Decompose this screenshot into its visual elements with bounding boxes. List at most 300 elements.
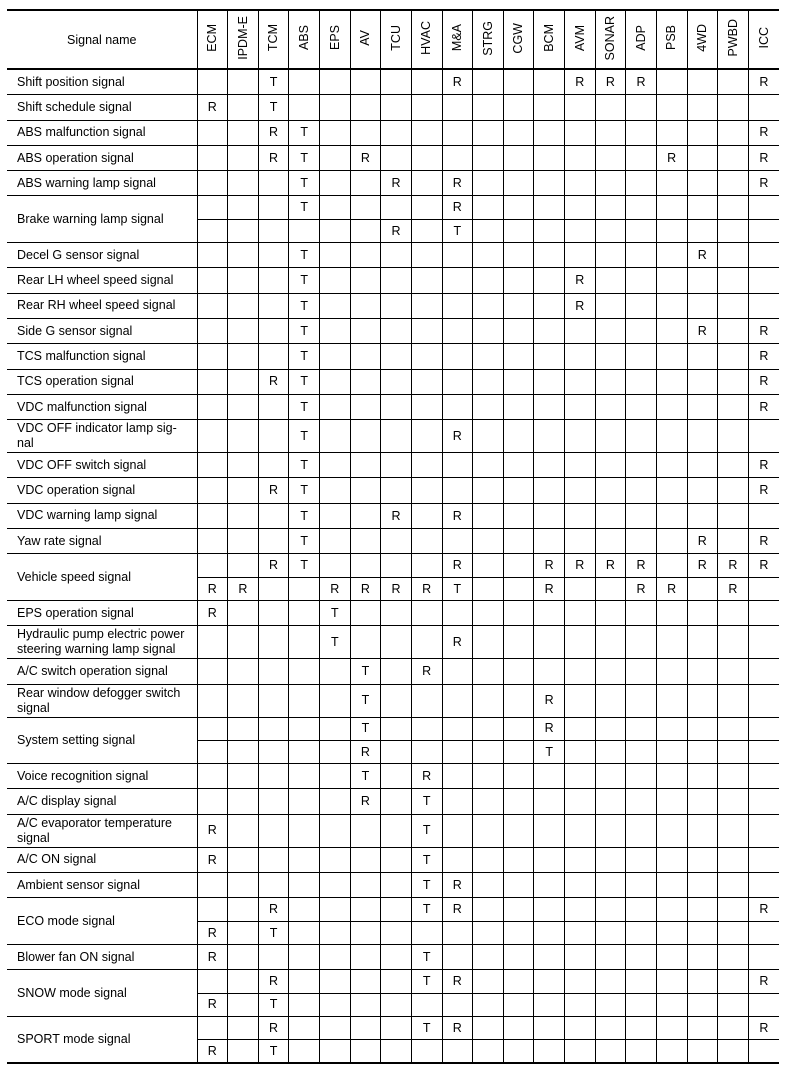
signal-cell [687, 740, 718, 763]
signal-cell: T [289, 120, 320, 145]
signal-cell: R [748, 394, 779, 419]
signal-cell [687, 420, 718, 453]
signal-cell [473, 318, 504, 343]
signal-cell: R [320, 577, 351, 600]
signal-cell [503, 993, 534, 1016]
signal-cell [595, 196, 626, 219]
signal-cell [473, 764, 504, 789]
signal-name: Vehicle speed signal [7, 554, 197, 601]
signal-cell: R [258, 478, 289, 503]
signal-name: Rear window defogger switch signal [7, 684, 197, 717]
signal-cell: R [258, 898, 289, 921]
signal-cell [718, 921, 749, 944]
signal-cell [473, 847, 504, 872]
signal-cell [442, 293, 473, 318]
signal-cell: T [289, 453, 320, 478]
signal-cell [228, 554, 259, 577]
signal-cell [473, 69, 504, 95]
signal-row [7, 970, 779, 993]
signal-cell [442, 95, 473, 120]
signal-cell [228, 369, 259, 394]
signal-cell [381, 344, 412, 369]
signal-cell [687, 1040, 718, 1064]
signal-cell [289, 659, 320, 684]
signal-cell [473, 529, 504, 554]
signal-cell: T [411, 898, 442, 921]
signal-cell [595, 268, 626, 293]
signal-cell [565, 145, 596, 170]
signal-cell [320, 171, 351, 196]
signal-cell: T [258, 1040, 289, 1064]
signal-cell [473, 789, 504, 814]
signal-cell [534, 814, 565, 847]
signal-cell: R [411, 764, 442, 789]
signal-cell [289, 993, 320, 1016]
signal-cell: T [289, 268, 320, 293]
signal-cell [228, 970, 259, 993]
signal-cell [473, 394, 504, 419]
signal-cell [718, 196, 749, 219]
signal-cell: R [350, 145, 381, 170]
module-header-label: IPDM-E [235, 16, 250, 60]
signal-cell [595, 394, 626, 419]
signal-cell [473, 1040, 504, 1064]
signal-cell [381, 873, 412, 898]
signal-cell [565, 529, 596, 554]
signal-cell [228, 293, 259, 318]
signal-cell [595, 944, 626, 969]
signal-cell: R [748, 318, 779, 343]
signal-cell [320, 268, 351, 293]
signal-cell [687, 478, 718, 503]
signal-cell [534, 95, 565, 120]
signal-cell [503, 318, 534, 343]
signal-cell [473, 478, 504, 503]
module-header-label: ECM [205, 24, 220, 52]
signal-cell: R [442, 970, 473, 993]
signal-cell: R [748, 478, 779, 503]
signal-cell [411, 120, 442, 145]
signal-cell [381, 764, 412, 789]
signal-table [7, 9, 779, 1064]
signal-cell [565, 219, 596, 242]
signal-cell [197, 684, 228, 717]
signal-cell: R [748, 970, 779, 993]
signal-cell [381, 453, 412, 478]
signal-cell [411, 69, 442, 95]
signal-cell [656, 921, 687, 944]
signal-cell [320, 120, 351, 145]
signal-cell [534, 970, 565, 993]
signal-cell: R [197, 1040, 228, 1064]
signal-cell [565, 344, 596, 369]
signal-cell [228, 69, 259, 95]
signal-row [7, 847, 779, 872]
signal-cell [473, 268, 504, 293]
signal-cell [656, 293, 687, 318]
signal-cell [656, 268, 687, 293]
module-header-label: AVM [572, 24, 587, 52]
signal-cell [320, 847, 351, 872]
signal-cell [350, 453, 381, 478]
signal-cell [656, 789, 687, 814]
module-header-label: 4WD [695, 24, 710, 52]
signal-cell [503, 847, 534, 872]
signal-cell [350, 944, 381, 969]
signal-row [7, 873, 779, 898]
signal-cell: T [289, 293, 320, 318]
signal-cell [289, 219, 320, 242]
signal-cell [381, 970, 412, 993]
signal-cell [656, 717, 687, 740]
signal-cell: T [258, 95, 289, 120]
signal-name: ECO mode signal [7, 898, 197, 945]
signal-cell [289, 898, 320, 921]
signal-cell [718, 503, 749, 528]
signal-cell [595, 1016, 626, 1039]
signal-cell [718, 268, 749, 293]
signal-cell [626, 659, 657, 684]
signal-cell [442, 993, 473, 1016]
signal-cell [473, 420, 504, 453]
signal-cell [503, 789, 534, 814]
signal-row [7, 318, 779, 343]
signal-cell [381, 789, 412, 814]
signal-cell [656, 898, 687, 921]
signal-cell [626, 478, 657, 503]
signal-cell [228, 145, 259, 170]
signal-cell: R [565, 69, 596, 95]
signal-cell [320, 873, 351, 898]
signal-cell [656, 659, 687, 684]
signal-cell [442, 369, 473, 394]
signal-name: A/C evaporator temperature signal [7, 814, 197, 847]
signal-cell [411, 219, 442, 242]
signal-cell [503, 921, 534, 944]
signal-cell [626, 764, 657, 789]
signal-cell [534, 344, 565, 369]
signal-cell [748, 789, 779, 814]
signal-name: Blower fan ON signal [7, 944, 197, 969]
signal-cell [748, 814, 779, 847]
signal-cell [503, 577, 534, 600]
signal-cell: R [718, 577, 749, 600]
signal-cell [473, 717, 504, 740]
signal-cell [381, 659, 412, 684]
signal-cell [656, 69, 687, 95]
signal-cell [411, 293, 442, 318]
signal-cell [350, 873, 381, 898]
signal-cell [503, 120, 534, 145]
signal-cell [565, 120, 596, 145]
signal-name: Hydraulic pump electric power steering warning lamp signal [7, 626, 197, 659]
signal-cell [258, 740, 289, 763]
signal-cell [381, 120, 412, 145]
signal-cell [718, 626, 749, 659]
signal-cell [687, 626, 718, 659]
signal-cell: R [442, 554, 473, 577]
signal-cell [626, 529, 657, 554]
signal-cell [718, 120, 749, 145]
signal-name: TCS malfunction signal [7, 344, 197, 369]
signal-cell [258, 684, 289, 717]
signal-cell [718, 478, 749, 503]
signal-cell [473, 95, 504, 120]
signal-cell [228, 196, 259, 219]
signal-cell [381, 478, 412, 503]
signal-cell [565, 600, 596, 625]
signal-cell [503, 394, 534, 419]
signal-cell [534, 847, 565, 872]
signal-cell [197, 196, 228, 219]
module-header [197, 10, 228, 69]
signal-cell [748, 293, 779, 318]
signal-cell [473, 993, 504, 1016]
signal-cell: R [350, 577, 381, 600]
signal-cell [626, 293, 657, 318]
signal-cell [258, 196, 289, 219]
signal-cell [718, 740, 749, 763]
signal-cell: T [258, 993, 289, 1016]
signal-cell: R [228, 577, 259, 600]
signal-cell [748, 503, 779, 528]
signal-cell [595, 243, 626, 268]
signal-cell [442, 268, 473, 293]
signal-cell: R [258, 554, 289, 577]
signal-cell [320, 95, 351, 120]
signal-cell [565, 453, 596, 478]
signal-cell: R [626, 554, 657, 577]
signal-cell [411, 420, 442, 453]
signal-cell [656, 478, 687, 503]
signal-cell [748, 764, 779, 789]
signal-cell [411, 243, 442, 268]
signal-cell [197, 394, 228, 419]
signal-cell: R [411, 659, 442, 684]
signal-cell [565, 1040, 596, 1064]
signal-row [7, 268, 779, 293]
signal-cell [228, 921, 259, 944]
signal-cell: R [258, 970, 289, 993]
signal-cell [565, 1016, 596, 1039]
signal-row [7, 600, 779, 625]
signal-cell: R [197, 577, 228, 600]
signal-cell [411, 171, 442, 196]
signal-cell [656, 420, 687, 453]
signal-cell [258, 268, 289, 293]
signal-cell: R [350, 789, 381, 814]
signal-cell [534, 993, 565, 1016]
signal-cell: T [289, 145, 320, 170]
signal-cell [258, 529, 289, 554]
signal-cell [442, 944, 473, 969]
signal-cell [442, 1040, 473, 1064]
signal-cell [473, 1016, 504, 1039]
signal-cell [320, 970, 351, 993]
signal-cell [258, 847, 289, 872]
signal-cell [197, 420, 228, 453]
signal-cell [258, 873, 289, 898]
signal-name: Rear RH wheel speed signal [7, 293, 197, 318]
signal-cell [687, 898, 718, 921]
signal-cell [289, 577, 320, 600]
module-header [534, 10, 565, 69]
signal-cell [503, 171, 534, 196]
signal-cell [595, 789, 626, 814]
signal-cell [350, 293, 381, 318]
signal-row [7, 171, 779, 196]
signal-row [7, 145, 779, 170]
signal-row [7, 659, 779, 684]
signal-cell [473, 219, 504, 242]
signal-cell [687, 684, 718, 717]
module-header [503, 10, 534, 69]
signal-cell [595, 369, 626, 394]
signal-row [7, 717, 779, 740]
signal-cell [473, 577, 504, 600]
signal-cell [748, 626, 779, 659]
signal-cell [411, 600, 442, 625]
signal-row [7, 626, 779, 659]
signal-cell [258, 293, 289, 318]
signal-name: Ambient sensor signal [7, 873, 197, 898]
signal-cell [687, 659, 718, 684]
signal-cell [656, 684, 687, 717]
signal-cell [442, 814, 473, 847]
signal-cell [718, 529, 749, 554]
signal-cell [534, 69, 565, 95]
signal-cell [411, 453, 442, 478]
signal-cell: R [442, 1016, 473, 1039]
signal-cell: T [411, 970, 442, 993]
signal-cell: T [258, 69, 289, 95]
signal-cell [473, 898, 504, 921]
signal-name: TCS operation signal [7, 369, 197, 394]
signal-cell [411, 1040, 442, 1064]
signal-cell [595, 814, 626, 847]
signal-cell [197, 789, 228, 814]
module-header-label: CGW [511, 22, 526, 54]
signal-cell [381, 293, 412, 318]
module-header-label: TCU [388, 25, 403, 51]
signal-cell [718, 69, 749, 95]
signal-cell [656, 944, 687, 969]
signal-cell [565, 847, 596, 872]
signal-cell [503, 1016, 534, 1039]
signal-cell: R [748, 898, 779, 921]
signal-cell [473, 145, 504, 170]
signal-cell [258, 944, 289, 969]
signal-cell [503, 196, 534, 219]
signal-cell [442, 684, 473, 717]
signal-cell [656, 529, 687, 554]
signal-name: Brake warning lamp signal [7, 196, 197, 243]
signal-cell [718, 789, 749, 814]
signal-cell [503, 740, 534, 763]
signal-cell [289, 944, 320, 969]
signal-cell: R [626, 577, 657, 600]
signal-cell [289, 847, 320, 872]
signal-cell [656, 554, 687, 577]
signal-cell [718, 970, 749, 993]
signal-cell [718, 659, 749, 684]
signal-cell [595, 626, 626, 659]
signal-row [7, 120, 779, 145]
signal-cell [687, 944, 718, 969]
signal-cell [258, 219, 289, 242]
signal-cell [228, 684, 259, 717]
signal-cell [473, 453, 504, 478]
module-header-label: STRG [480, 20, 495, 56]
signal-cell [197, 318, 228, 343]
signal-cell [534, 789, 565, 814]
signal-cell [503, 1040, 534, 1064]
signal-cell [687, 873, 718, 898]
signal-cell [350, 1016, 381, 1039]
signal-cell [718, 453, 749, 478]
signal-cell [442, 717, 473, 740]
signal-cell: R [748, 529, 779, 554]
signal-cell [289, 921, 320, 944]
signal-cell [718, 318, 749, 343]
signal-cell [534, 196, 565, 219]
signal-row [7, 243, 779, 268]
signal-cell [718, 369, 749, 394]
signal-cell [258, 626, 289, 659]
signal-cell [595, 898, 626, 921]
signal-cell [411, 921, 442, 944]
signal-cell [503, 344, 534, 369]
signal-cell [687, 196, 718, 219]
signal-cell [350, 1040, 381, 1064]
signal-name: Decel G sensor signal [7, 243, 197, 268]
signal-cell [320, 717, 351, 740]
signal-name: SPORT mode signal [7, 1016, 197, 1063]
signal-cell [748, 577, 779, 600]
signal-cell [748, 196, 779, 219]
signal-cell [350, 921, 381, 944]
signal-cell [320, 740, 351, 763]
signal-cell [442, 529, 473, 554]
signal-cell [534, 369, 565, 394]
signal-cell: R [748, 554, 779, 577]
signal-cell [748, 684, 779, 717]
module-header-label: ADP [633, 25, 648, 51]
signal-cell [626, 684, 657, 717]
signal-cell [748, 944, 779, 969]
signal-cell [626, 1016, 657, 1039]
signal-cell: R [687, 554, 718, 577]
signal-row [7, 478, 779, 503]
module-header [595, 10, 626, 69]
signal-cell [320, 420, 351, 453]
signal-cell [718, 293, 749, 318]
signal-cell [503, 219, 534, 242]
signal-cell: R [411, 577, 442, 600]
signal-cell [381, 196, 412, 219]
signal-cell: R [748, 453, 779, 478]
signal-cell [595, 529, 626, 554]
signal-cell: R [687, 243, 718, 268]
signal-cell [258, 503, 289, 528]
module-header [687, 10, 718, 69]
signal-cell [626, 847, 657, 872]
signal-cell: T [350, 684, 381, 717]
signal-row [7, 684, 779, 717]
signal-cell [565, 764, 596, 789]
signal-cell: R [350, 740, 381, 763]
signal-cell [595, 921, 626, 944]
